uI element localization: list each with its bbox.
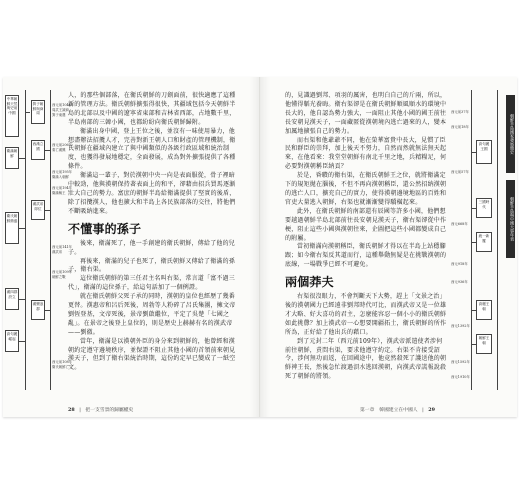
timeline-label: 西元1592年 bbox=[451, 360, 470, 364]
side-tab: 朝鮮半島國家發展簡史 bbox=[506, 95, 515, 173]
timeline-label: 衛滿稱王 bbox=[52, 191, 66, 195]
timeline-label: 西元668年 bbox=[451, 222, 468, 226]
timeline-line bbox=[471, 90, 472, 390]
side-tab: 朝鮮半島與中國大事年表 bbox=[506, 180, 515, 258]
timeline-label: 西元前195年 bbox=[52, 170, 73, 174]
paragraph: 人，的那些個部落，在衛氏朝鮮的刀劍面前，很快適應了這種新的管理方法。衛氏朝鮮擴張得很快，其疆域包括今天朝鮮半島的北部以及中國的遼寧省東部和吉林省西部，占地數千里，半島南部的三韓小國，也都紛紛向衛氏朝鮮歸附。 bbox=[68, 92, 236, 126]
timeline-label: 西元前206年 bbox=[52, 143, 73, 147]
timeline-tick bbox=[471, 344, 476, 345]
timeline-box: 衛滿朝鮮 bbox=[5, 147, 19, 169]
timeline-tick bbox=[471, 152, 476, 153]
timeline-line bbox=[50, 90, 51, 390]
timeline-box: 衛氏朝鮮鼎盛 bbox=[5, 212, 19, 244]
timeline-tick bbox=[45, 150, 50, 151]
timeline-label: 西元918年 bbox=[451, 262, 468, 266]
timeline-tick bbox=[19, 341, 25, 342]
paragraph: 右渠很沒眼力，不會判斷天下大勢，趕上「文景之治」後的漢朝國力已經遠非劉邦時代可比，而漢武帝又是一位雄才大略、好大喜功的君主，怎麼能容忍一個小小的衛氏朝鮮如此挑釁？加上漢武帝一心想要開疆拓土，衛氏朝鮮的所作所為，正好給了他出兵的藉口。 bbox=[285, 293, 447, 336]
timeline-label: 西元前1046年 bbox=[52, 103, 75, 107]
timeline-label: 衛氏朝鮮亡 bbox=[52, 365, 69, 369]
timeline-label: 衛滿入朝鮮 bbox=[52, 175, 69, 179]
paragraph: 就在衛氏朝鮮父死子承的同時，漢朝的皇位也經歷了幾番更替。漢惠帝和呂后死後，周勃等人粉碎了呂氏集團，擁文帝劉恆登基，文帝死後，景帝劉啟繼位，平定了吳楚「七國之亂」。在景帝之後登上皇位的，則是歷史上赫赫有名的漢武帝——劉徹。 bbox=[68, 293, 236, 336]
spine-shadow bbox=[261, 77, 270, 417]
paragraph: 而右渠和他爺爺不同，他在榮華富貴中長大，見慣了臣民和群臣的崇拜，加上後天不努力，自然而然就無法無天起來，在他看來：我堂堂朝鮮有南北千里之地，兵精糧足，何必要對漢朝稱臣納貢？ bbox=[285, 136, 447, 171]
timeline-tick bbox=[19, 158, 25, 159]
timeline-box: 高句麗王國 bbox=[476, 140, 492, 164]
left-footer bbox=[68, 406, 133, 413]
timeline-box: 三國時代 bbox=[476, 198, 492, 218]
section-heading: 不懂事的孫子 bbox=[68, 221, 142, 236]
timeline-line bbox=[497, 90, 498, 390]
timeline-label: 秦亡漢興 bbox=[52, 148, 66, 152]
paragraph: 再後來，衛滿的兒子也死了，衛氏朝鮮又傳給了衛滿的孫子，衛右渠。 bbox=[68, 257, 236, 274]
timeline-tick bbox=[45, 210, 50, 211]
timeline-tick bbox=[471, 310, 476, 311]
timeline-label: 朝鮮之戰 bbox=[52, 275, 66, 279]
paragraph: 於是，昏聵的衛右渠，在衛氏朝鮮王之位，就將衛滿定下的規矩拋在腦後，不但不再向漢朝稱臣，還公然招納漢朝的逃亡人口，擴充自己的實力，使得漢朝邊境地區的百姓和官吏大量逃入朝鮮，右渠也就漸漸變得驕橫起來。 bbox=[285, 172, 447, 206]
timeline-box: 西漢立國 bbox=[31, 140, 45, 160]
timeline-label: 西元936年 bbox=[451, 280, 468, 284]
timeline-box: 朝鮮王朝 bbox=[476, 334, 492, 354]
timeline-tick bbox=[45, 310, 50, 311]
paragraph: 這位衛氏朝鮮的第三任君主名叫右渠，常言道「富不過三代」，衛滿的這位孫子，給這句話加了一個例證。 bbox=[68, 275, 236, 292]
paragraph: 當年，衛滿是以漢朝外臣的身分來到朝鮮的，他曾經和漢朝約定遵守邊境秩序，並保證不阻止其他小國的首領前來朝見漢天子，但到了衛右渠統治時期，這份約定早已變成了一紙空文。 bbox=[68, 337, 236, 372]
timeline-box: 高麗王朝 bbox=[476, 300, 492, 320]
paragraph: 衛滿出身中國，登上王位之後，並沒有一味使用暴力，他想盡辦法招攬人才，完善對新王朝人口和財產的管理機制，衛氏朝鮮在疆域內建立了與中國類似的各級行政區域和統治制度，也獲得發展地穩定，全面發展，成為對外擴張提供了各種條件。 bbox=[68, 127, 236, 171]
paragraph: 的，見識過劉邦、項羽的厲害，也明白自己的斤兩，所以，他懂得韜光養晦。衛右渠卻是在衛氏朝鮮順風順水的環境中長大的，他自認為勢力強大，一面阻止其他小國的國王前往長安朝見漢天子，一面藏匿從漢朝境內逃亡過來的人，變本加厲地擴張自己的勢力。 bbox=[285, 92, 447, 135]
footer-separator: | bbox=[79, 408, 81, 413]
section-heading: 兩個莽夫 bbox=[285, 275, 334, 290]
page-number: 28 bbox=[68, 407, 75, 413]
timeline-label: 西元前37年 bbox=[451, 110, 469, 114]
timeline-label: 西元前18年 bbox=[451, 125, 469, 129]
timeline-tick bbox=[19, 299, 25, 300]
timeline-box: 漢樂浪郡 bbox=[31, 300, 45, 320]
timeline-line bbox=[25, 90, 26, 390]
timeline-tick bbox=[471, 242, 476, 243]
spine-shadow bbox=[250, 77, 259, 417]
right-page-body bbox=[285, 92, 447, 382]
timeline-box: 高句麗崛起 bbox=[5, 330, 19, 352]
paragraph: 此外，在衛氏朝鮮的南部還有辰國等許多小國，他們想要越過朝鮮半島北部前往長安朝見漢天子，衛右渠卻從中作梗，阻止這些小國與漢朝往來，企圖把這些小國都變成自己的附屬。 bbox=[285, 207, 447, 242]
timeline-label: 西元前194年 bbox=[52, 186, 73, 190]
right-footer bbox=[360, 406, 435, 413]
timeline-box: 統一新羅 bbox=[476, 232, 492, 252]
paragraph: 後來，衛滿死了，他一手創建的衛氏朝鮮，傳給了他的兒子。 bbox=[68, 239, 236, 256]
chapter-title: 第一章 韓國建立在中國人 bbox=[360, 408, 418, 413]
timeline-tick bbox=[19, 228, 25, 229]
timeline-label: 箕子東遷 bbox=[52, 113, 66, 117]
paragraph: 當初衛滿向漢朝稱臣，衛氏朝鮮才得以在半島上站穩腳跟；如今衛右渠反其道而行，這種舉動無疑是在挑戰漢朝的底線，一場戰爭已經不可避免。 bbox=[285, 243, 447, 269]
timeline-label: 西元1392年 bbox=[451, 324, 470, 328]
timeline-label: 周武王滅商 bbox=[52, 108, 69, 112]
book-title: 把一支雪景的歸屬權史 bbox=[85, 408, 134, 413]
left-page-body bbox=[68, 92, 238, 373]
timeline-label: 西元前141年 bbox=[52, 245, 73, 249]
timeline-label: 西元前57年 bbox=[451, 170, 469, 174]
timeline-box: 箕子朝鮮與商周 bbox=[31, 100, 45, 124]
timeline-label: 漢武帝 bbox=[52, 250, 63, 254]
timeline-tick bbox=[25, 112, 30, 113]
paragraph: 衛滿這一輩子，對於漢朝中央一向是表面服從，骨子裡暗中較勁，他與漢朝保持著表面上的和平，卻藉由招兵買馬逐漸壯大自己的勢力。富庶的朝鮮半島給衛滿提供了堅實的後盾，除了招攬漢人，他也擴大和半島上各民族部落的交往，將他們不斷吸納進來。 bbox=[68, 172, 236, 215]
paragraph: 到了元封二年（西元前109年），漢武帝派遣使者涉何前往朝鮮，責問右渠，要求他遵守約定。右渠不肯接受詔令，涉何無功而返，在回國途中，他竟然殺死了護送他的朝鮮裨王長，然後急忙渡過浿水逃回漢朝，向漢武帝謊報說殺死了朝鮮的將領。 bbox=[285, 337, 447, 381]
footer-separator: | bbox=[422, 408, 424, 413]
timeline-box: 漢四郡設立 bbox=[5, 288, 19, 310]
timeline-label: 西元前109年 bbox=[52, 270, 73, 274]
timeline-label: 西元前108年 bbox=[52, 360, 73, 364]
book-gutter bbox=[259, 77, 261, 417]
page-number: 29 bbox=[428, 407, 435, 413]
timeline-label: 西元1910年 bbox=[451, 375, 470, 379]
timeline-box: 漢武帝即位 bbox=[31, 200, 45, 220]
timeline-box: 中華朝鮮天然與史前中國 bbox=[5, 95, 19, 137]
timeline-tick bbox=[471, 208, 476, 209]
